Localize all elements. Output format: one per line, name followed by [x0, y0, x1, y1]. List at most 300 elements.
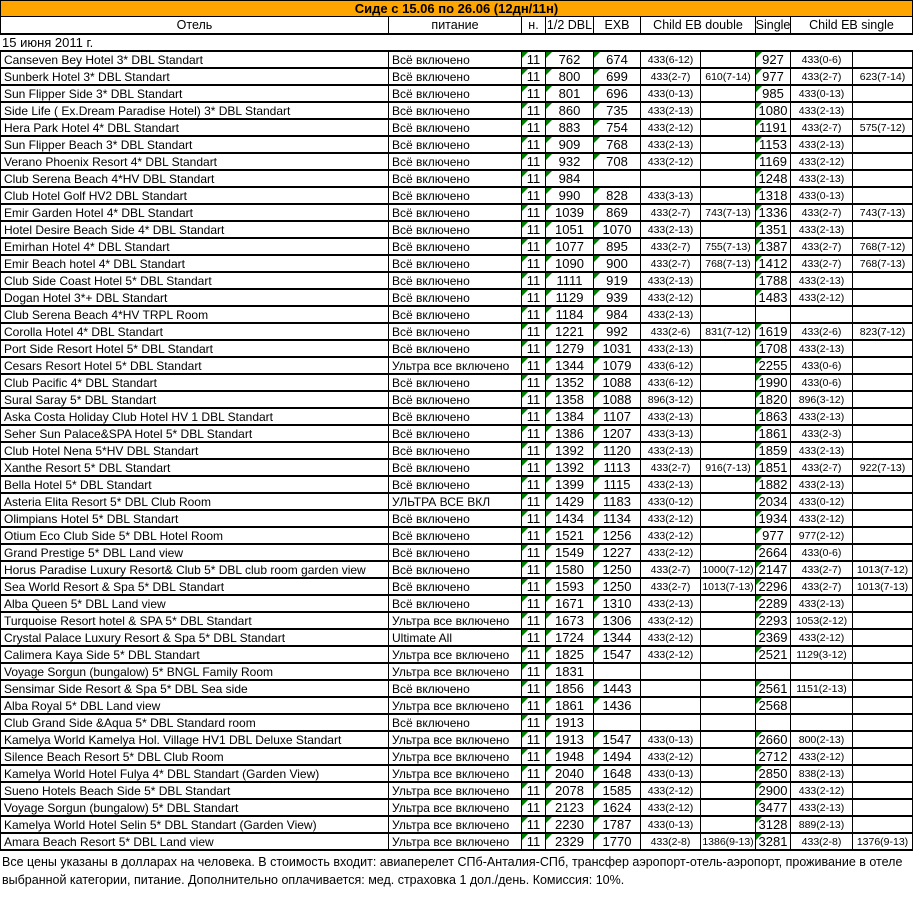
nights-cell[interactable] [522, 698, 546, 713]
child-eb-double-cell-2[interactable] [701, 86, 756, 101]
half-dbl-price-cell[interactable] [546, 154, 594, 169]
child-eb-single-cell-1[interactable] [791, 698, 853, 713]
half-dbl-price-cell[interactable] [546, 205, 594, 220]
single-price-cell[interactable] [756, 290, 791, 305]
hotel-name-cell[interactable] [1, 137, 389, 152]
hotel-name-cell[interactable] [1, 273, 389, 288]
child-eb-double-cell-2[interactable] [701, 477, 756, 492]
child-eb-double-cell-1[interactable] [641, 307, 701, 322]
hotel-name-cell[interactable] [1, 494, 389, 509]
hotel-name-cell[interactable] [1, 647, 389, 662]
nights-cell[interactable] [522, 664, 546, 679]
child-eb-single-cell-1[interactable] [791, 817, 853, 832]
half-dbl-price-cell[interactable] [546, 460, 594, 475]
nights-cell[interactable] [522, 511, 546, 526]
child-eb-double-cell-2[interactable] [701, 698, 756, 713]
child-eb-double-cell-1[interactable] [641, 324, 701, 339]
hotel-name-cell[interactable] [1, 290, 389, 305]
nights-cell[interactable] [522, 239, 546, 254]
hotel-name-cell[interactable] [1, 69, 389, 84]
half-dbl-price-cell[interactable] [546, 817, 594, 832]
single-price-cell[interactable] [756, 834, 791, 849]
child-eb-single-cell-2[interactable] [853, 324, 913, 339]
single-price-cell[interactable] [756, 698, 791, 713]
child-eb-double-cell-2[interactable] [701, 783, 756, 798]
meal-plan-cell[interactable] [389, 290, 522, 305]
child-eb-single-cell-1[interactable] [791, 664, 853, 679]
hotel-name-cell[interactable] [1, 375, 389, 390]
single-price-cell[interactable] [756, 358, 791, 373]
child-eb-double-cell-2[interactable] [701, 647, 756, 662]
child-eb-double-cell-2[interactable] [701, 749, 756, 764]
meal-plan-cell[interactable] [389, 154, 522, 169]
exb-price-cell[interactable] [594, 545, 641, 560]
single-price-cell[interactable] [756, 409, 791, 424]
single-price-cell[interactable] [756, 171, 791, 186]
exb-price-cell[interactable] [594, 477, 641, 492]
single-price-cell[interactable] [756, 800, 791, 815]
meal-plan-cell[interactable] [389, 443, 522, 458]
nights-cell[interactable] [522, 477, 546, 492]
child-eb-double-cell-1[interactable] [641, 409, 701, 424]
exb-price-cell[interactable] [594, 409, 641, 424]
child-eb-double-cell-1[interactable] [641, 86, 701, 101]
child-eb-double-cell-1[interactable] [641, 103, 701, 118]
child-eb-double-cell-1[interactable] [641, 749, 701, 764]
hotel-name-cell[interactable] [1, 732, 389, 747]
child-eb-single-cell-2[interactable] [853, 766, 913, 781]
meal-plan-cell[interactable] [389, 800, 522, 815]
child-eb-double-cell-1[interactable] [641, 256, 701, 271]
half-dbl-price-cell[interactable] [546, 324, 594, 339]
meal-plan-cell[interactable] [389, 732, 522, 747]
nights-cell[interactable] [522, 800, 546, 815]
child-eb-double-cell-1[interactable] [641, 698, 701, 713]
child-eb-double-cell-1[interactable] [641, 800, 701, 815]
child-eb-double-cell-2[interactable] [701, 596, 756, 611]
single-price-cell[interactable] [756, 477, 791, 492]
meal-plan-cell[interactable] [389, 766, 522, 781]
hotel-name-cell[interactable] [1, 358, 389, 373]
single-price-cell[interactable] [756, 86, 791, 101]
single-price-cell[interactable] [756, 545, 791, 560]
hotel-name-cell[interactable] [1, 426, 389, 441]
half-dbl-price-cell[interactable] [546, 834, 594, 849]
single-price-cell[interactable] [756, 69, 791, 84]
child-eb-single-cell-1[interactable] [791, 630, 853, 645]
half-dbl-price-cell[interactable] [546, 375, 594, 390]
child-eb-single-cell-2[interactable] [853, 86, 913, 101]
exb-price-cell[interactable] [594, 103, 641, 118]
nights-cell[interactable] [522, 222, 546, 237]
child-eb-double-cell-1[interactable] [641, 120, 701, 135]
hotel-name-cell[interactable] [1, 545, 389, 560]
child-eb-single-cell-2[interactable] [853, 749, 913, 764]
hotel-name-cell[interactable] [1, 613, 389, 628]
single-price-cell[interactable] [756, 647, 791, 662]
nights-cell[interactable] [522, 273, 546, 288]
half-dbl-price-cell[interactable] [546, 630, 594, 645]
child-eb-double-cell-1[interactable] [641, 817, 701, 832]
meal-plan-cell[interactable] [389, 239, 522, 254]
single-price-cell[interactable] [756, 766, 791, 781]
child-eb-double-cell-2[interactable] [701, 137, 756, 152]
child-eb-double-cell-1[interactable] [641, 52, 701, 67]
exb-price-cell[interactable] [594, 715, 641, 730]
meal-plan-cell[interactable] [389, 511, 522, 526]
meal-plan-cell[interactable] [389, 596, 522, 611]
nights-cell[interactable] [522, 528, 546, 543]
child-eb-single-cell-1[interactable] [791, 511, 853, 526]
child-eb-double-cell-1[interactable] [641, 358, 701, 373]
child-eb-single-cell-2[interactable] [853, 443, 913, 458]
half-dbl-price-cell[interactable] [546, 528, 594, 543]
nights-cell[interactable] [522, 783, 546, 798]
half-dbl-price-cell[interactable] [546, 307, 594, 322]
child-eb-single-cell-1[interactable] [791, 52, 853, 67]
child-eb-double-cell-2[interactable] [701, 630, 756, 645]
half-dbl-price-cell[interactable] [546, 477, 594, 492]
hotel-name-cell[interactable] [1, 52, 389, 67]
single-price-cell[interactable] [756, 426, 791, 441]
child-eb-single-cell-1[interactable] [791, 681, 853, 696]
half-dbl-price-cell[interactable] [546, 715, 594, 730]
child-eb-double-cell-1[interactable] [641, 545, 701, 560]
child-eb-double-cell-2[interactable] [701, 52, 756, 67]
child-eb-single-cell-2[interactable] [853, 579, 913, 594]
child-eb-single-cell-2[interactable] [853, 341, 913, 356]
nights-cell[interactable] [522, 460, 546, 475]
meal-plan-cell[interactable] [389, 426, 522, 441]
child-eb-double-cell-2[interactable] [701, 528, 756, 543]
child-eb-single-cell-1[interactable] [791, 86, 853, 101]
meal-plan-cell[interactable] [389, 392, 522, 407]
child-eb-double-cell-2[interactable] [701, 732, 756, 747]
single-price-cell[interactable] [756, 817, 791, 832]
child-eb-double-cell-1[interactable] [641, 273, 701, 288]
child-eb-single-cell-2[interactable] [853, 528, 913, 543]
hotel-name-cell[interactable] [1, 222, 389, 237]
nights-cell[interactable] [522, 205, 546, 220]
child-eb-single-cell-1[interactable] [791, 120, 853, 135]
half-dbl-price-cell[interactable] [546, 511, 594, 526]
half-dbl-price-cell[interactable] [546, 69, 594, 84]
child-eb-single-cell-1[interactable] [791, 613, 853, 628]
meal-plan-cell[interactable] [389, 69, 522, 84]
child-eb-single-cell-1[interactable] [791, 171, 853, 186]
meal-plan-cell[interactable] [389, 273, 522, 288]
child-eb-double-cell-1[interactable] [641, 579, 701, 594]
single-price-cell[interactable] [756, 256, 791, 271]
nights-cell[interactable] [522, 443, 546, 458]
exb-price-cell[interactable] [594, 375, 641, 390]
exb-price-cell[interactable] [594, 358, 641, 373]
exb-price-cell[interactable] [594, 817, 641, 832]
single-price-cell[interactable] [756, 392, 791, 407]
child-eb-double-cell-2[interactable] [701, 341, 756, 356]
half-dbl-price-cell[interactable] [546, 681, 594, 696]
exb-price-cell[interactable] [594, 205, 641, 220]
hotel-name-cell[interactable] [1, 460, 389, 475]
child-eb-single-cell-2[interactable] [853, 494, 913, 509]
meal-plan-cell[interactable] [389, 613, 522, 628]
meal-plan-cell[interactable] [389, 52, 522, 67]
exb-price-cell[interactable] [594, 137, 641, 152]
child-eb-double-cell-2[interactable] [701, 766, 756, 781]
child-eb-single-cell-2[interactable] [853, 613, 913, 628]
hotel-name-cell[interactable] [1, 188, 389, 203]
meal-plan-cell[interactable] [389, 817, 522, 832]
exb-price-cell[interactable] [594, 222, 641, 237]
nights-cell[interactable] [522, 732, 546, 747]
meal-plan-cell[interactable] [389, 137, 522, 152]
hotel-name-cell[interactable] [1, 681, 389, 696]
nights-cell[interactable] [522, 409, 546, 424]
child-eb-single-cell-2[interactable] [853, 307, 913, 322]
single-price-cell[interactable] [756, 749, 791, 764]
nights-cell[interactable] [522, 137, 546, 152]
single-price-cell[interactable] [756, 613, 791, 628]
half-dbl-price-cell[interactable] [546, 613, 594, 628]
exb-price-cell[interactable] [594, 188, 641, 203]
child-eb-single-cell-1[interactable] [791, 324, 853, 339]
exb-price-cell[interactable] [594, 511, 641, 526]
nights-cell[interactable] [522, 681, 546, 696]
child-eb-single-cell-1[interactable] [791, 562, 853, 577]
meal-plan-cell[interactable] [389, 324, 522, 339]
hotel-name-cell[interactable] [1, 596, 389, 611]
exb-price-cell[interactable] [594, 664, 641, 679]
child-eb-single-cell-1[interactable] [791, 273, 853, 288]
hotel-name-cell[interactable] [1, 409, 389, 424]
nights-cell[interactable] [522, 562, 546, 577]
child-eb-single-cell-2[interactable] [853, 392, 913, 407]
exb-price-cell[interactable] [594, 154, 641, 169]
child-eb-single-cell-1[interactable] [791, 239, 853, 254]
child-eb-single-cell-1[interactable] [791, 154, 853, 169]
nights-cell[interactable] [522, 324, 546, 339]
meal-plan-cell[interactable] [389, 664, 522, 679]
child-eb-single-cell-1[interactable] [791, 222, 853, 237]
single-price-cell[interactable] [756, 579, 791, 594]
single-price-cell[interactable] [756, 732, 791, 747]
child-eb-single-cell-2[interactable] [853, 562, 913, 577]
exb-price-cell[interactable] [594, 579, 641, 594]
hotel-name-cell[interactable] [1, 392, 389, 407]
single-price-cell[interactable] [756, 630, 791, 645]
single-price-cell[interactable] [756, 273, 791, 288]
child-eb-single-cell-1[interactable] [791, 426, 853, 441]
child-eb-double-cell-1[interactable] [641, 443, 701, 458]
nights-cell[interactable] [522, 341, 546, 356]
meal-plan-cell[interactable] [389, 545, 522, 560]
meal-plan-cell[interactable] [389, 103, 522, 118]
child-eb-double-cell-1[interactable] [641, 290, 701, 305]
child-eb-single-cell-1[interactable] [791, 749, 853, 764]
nights-cell[interactable] [522, 188, 546, 203]
meal-plan-cell[interactable] [389, 579, 522, 594]
half-dbl-price-cell[interactable] [546, 188, 594, 203]
child-eb-single-cell-2[interactable] [853, 783, 913, 798]
child-eb-single-cell-1[interactable] [791, 783, 853, 798]
half-dbl-price-cell[interactable] [546, 358, 594, 373]
single-price-cell[interactable] [756, 239, 791, 254]
child-eb-single-cell-1[interactable] [791, 477, 853, 492]
exb-price-cell[interactable] [594, 647, 641, 662]
child-eb-double-cell-2[interactable] [701, 613, 756, 628]
meal-plan-cell[interactable] [389, 477, 522, 492]
half-dbl-price-cell[interactable] [546, 273, 594, 288]
half-dbl-price-cell[interactable] [546, 800, 594, 815]
meal-plan-cell[interactable] [389, 494, 522, 509]
meal-plan-cell[interactable] [389, 171, 522, 186]
hotel-name-cell[interactable] [1, 630, 389, 645]
child-eb-single-cell-1[interactable] [791, 494, 853, 509]
hotel-name-cell[interactable] [1, 120, 389, 135]
half-dbl-price-cell[interactable] [546, 426, 594, 441]
child-eb-single-cell-2[interactable] [853, 647, 913, 662]
child-eb-double-cell-1[interactable] [641, 766, 701, 781]
child-eb-double-cell-2[interactable] [701, 103, 756, 118]
child-eb-single-cell-1[interactable] [791, 800, 853, 815]
child-eb-double-cell-1[interactable] [641, 732, 701, 747]
half-dbl-price-cell[interactable] [546, 664, 594, 679]
half-dbl-price-cell[interactable] [546, 596, 594, 611]
child-eb-double-cell-2[interactable] [701, 817, 756, 832]
nights-cell[interactable] [522, 290, 546, 305]
meal-plan-cell[interactable] [389, 120, 522, 135]
child-eb-single-cell-2[interactable] [853, 120, 913, 135]
meal-plan-cell[interactable] [389, 834, 522, 849]
hotel-name-cell[interactable] [1, 341, 389, 356]
child-eb-single-cell-2[interactable] [853, 290, 913, 305]
child-eb-single-cell-2[interactable] [853, 800, 913, 815]
meal-plan-cell[interactable] [389, 749, 522, 764]
meal-plan-cell[interactable] [389, 341, 522, 356]
single-price-cell[interactable] [756, 783, 791, 798]
half-dbl-price-cell[interactable] [546, 239, 594, 254]
meal-plan-cell[interactable] [389, 86, 522, 101]
nights-cell[interactable] [522, 358, 546, 373]
half-dbl-price-cell[interactable] [546, 443, 594, 458]
meal-plan-cell[interactable] [389, 528, 522, 543]
nights-cell[interactable] [522, 613, 546, 628]
exb-price-cell[interactable] [594, 239, 641, 254]
meal-plan-cell[interactable] [389, 307, 522, 322]
child-eb-double-cell-2[interactable] [701, 834, 756, 849]
child-eb-double-cell-1[interactable] [641, 188, 701, 203]
nights-cell[interactable] [522, 375, 546, 390]
child-eb-single-cell-2[interactable] [853, 511, 913, 526]
nights-cell[interactable] [522, 52, 546, 67]
hotel-name-cell[interactable] [1, 103, 389, 118]
child-eb-single-cell-2[interactable] [853, 103, 913, 118]
nights-cell[interactable] [522, 426, 546, 441]
nights-cell[interactable] [522, 630, 546, 645]
hotel-name-cell[interactable] [1, 817, 389, 832]
child-eb-double-cell-2[interactable] [701, 188, 756, 203]
hotel-name-cell[interactable] [1, 783, 389, 798]
child-eb-double-cell-1[interactable] [641, 562, 701, 577]
exb-price-cell[interactable] [594, 171, 641, 186]
hotel-name-cell[interactable] [1, 171, 389, 186]
hotel-name-cell[interactable] [1, 443, 389, 458]
child-eb-double-cell-1[interactable] [641, 715, 701, 730]
child-eb-double-cell-1[interactable] [641, 69, 701, 84]
child-eb-double-cell-1[interactable] [641, 664, 701, 679]
child-eb-double-cell-1[interactable] [641, 783, 701, 798]
child-eb-double-cell-1[interactable] [641, 171, 701, 186]
child-eb-double-cell-2[interactable] [701, 579, 756, 594]
meal-plan-cell[interactable] [389, 681, 522, 696]
half-dbl-price-cell[interactable] [546, 290, 594, 305]
child-eb-single-cell-1[interactable] [791, 596, 853, 611]
exb-price-cell[interactable] [594, 460, 641, 475]
child-eb-single-cell-1[interactable] [791, 579, 853, 594]
child-eb-double-cell-2[interactable] [701, 545, 756, 560]
single-price-cell[interactable] [756, 341, 791, 356]
child-eb-single-cell-2[interactable] [853, 732, 913, 747]
hotel-name-cell[interactable] [1, 715, 389, 730]
meal-plan-cell[interactable] [389, 256, 522, 271]
child-eb-double-cell-2[interactable] [701, 681, 756, 696]
child-eb-double-cell-2[interactable] [701, 800, 756, 815]
exb-price-cell[interactable] [594, 800, 641, 815]
half-dbl-price-cell[interactable] [546, 749, 594, 764]
hotel-name-cell[interactable] [1, 256, 389, 271]
meal-plan-cell[interactable] [389, 375, 522, 390]
child-eb-single-cell-2[interactable] [853, 256, 913, 271]
exb-price-cell[interactable] [594, 120, 641, 135]
half-dbl-price-cell[interactable] [546, 766, 594, 781]
child-eb-single-cell-1[interactable] [791, 188, 853, 203]
child-eb-single-cell-1[interactable] [791, 647, 853, 662]
hotel-name-cell[interactable] [1, 477, 389, 492]
hotel-name-cell[interactable] [1, 766, 389, 781]
single-price-cell[interactable] [756, 154, 791, 169]
half-dbl-price-cell[interactable] [546, 392, 594, 407]
hotel-name-cell[interactable] [1, 205, 389, 220]
child-eb-single-cell-2[interactable] [853, 460, 913, 475]
hotel-name-cell[interactable] [1, 86, 389, 101]
child-eb-double-cell-2[interactable] [701, 715, 756, 730]
child-eb-double-cell-1[interactable] [641, 154, 701, 169]
child-eb-double-cell-1[interactable] [641, 426, 701, 441]
child-eb-single-cell-2[interactable] [853, 698, 913, 713]
child-eb-double-cell-1[interactable] [641, 222, 701, 237]
exb-price-cell[interactable] [594, 443, 641, 458]
exb-price-cell[interactable] [594, 834, 641, 849]
meal-plan-cell[interactable] [389, 698, 522, 713]
hotel-name-cell[interactable] [1, 579, 389, 594]
child-eb-single-cell-1[interactable] [791, 103, 853, 118]
half-dbl-price-cell[interactable] [546, 545, 594, 560]
child-eb-double-cell-2[interactable] [701, 443, 756, 458]
nights-cell[interactable] [522, 171, 546, 186]
nights-cell[interactable] [522, 307, 546, 322]
exb-price-cell[interactable] [594, 749, 641, 764]
child-eb-single-cell-2[interactable] [853, 137, 913, 152]
half-dbl-price-cell[interactable] [546, 647, 594, 662]
half-dbl-price-cell[interactable] [546, 409, 594, 424]
child-eb-double-cell-1[interactable] [641, 137, 701, 152]
child-eb-double-cell-2[interactable] [701, 69, 756, 84]
exb-price-cell[interactable] [594, 273, 641, 288]
child-eb-single-cell-2[interactable] [853, 715, 913, 730]
child-eb-double-cell-2[interactable] [701, 375, 756, 390]
child-eb-single-cell-2[interactable] [853, 409, 913, 424]
child-eb-single-cell-1[interactable] [791, 307, 853, 322]
